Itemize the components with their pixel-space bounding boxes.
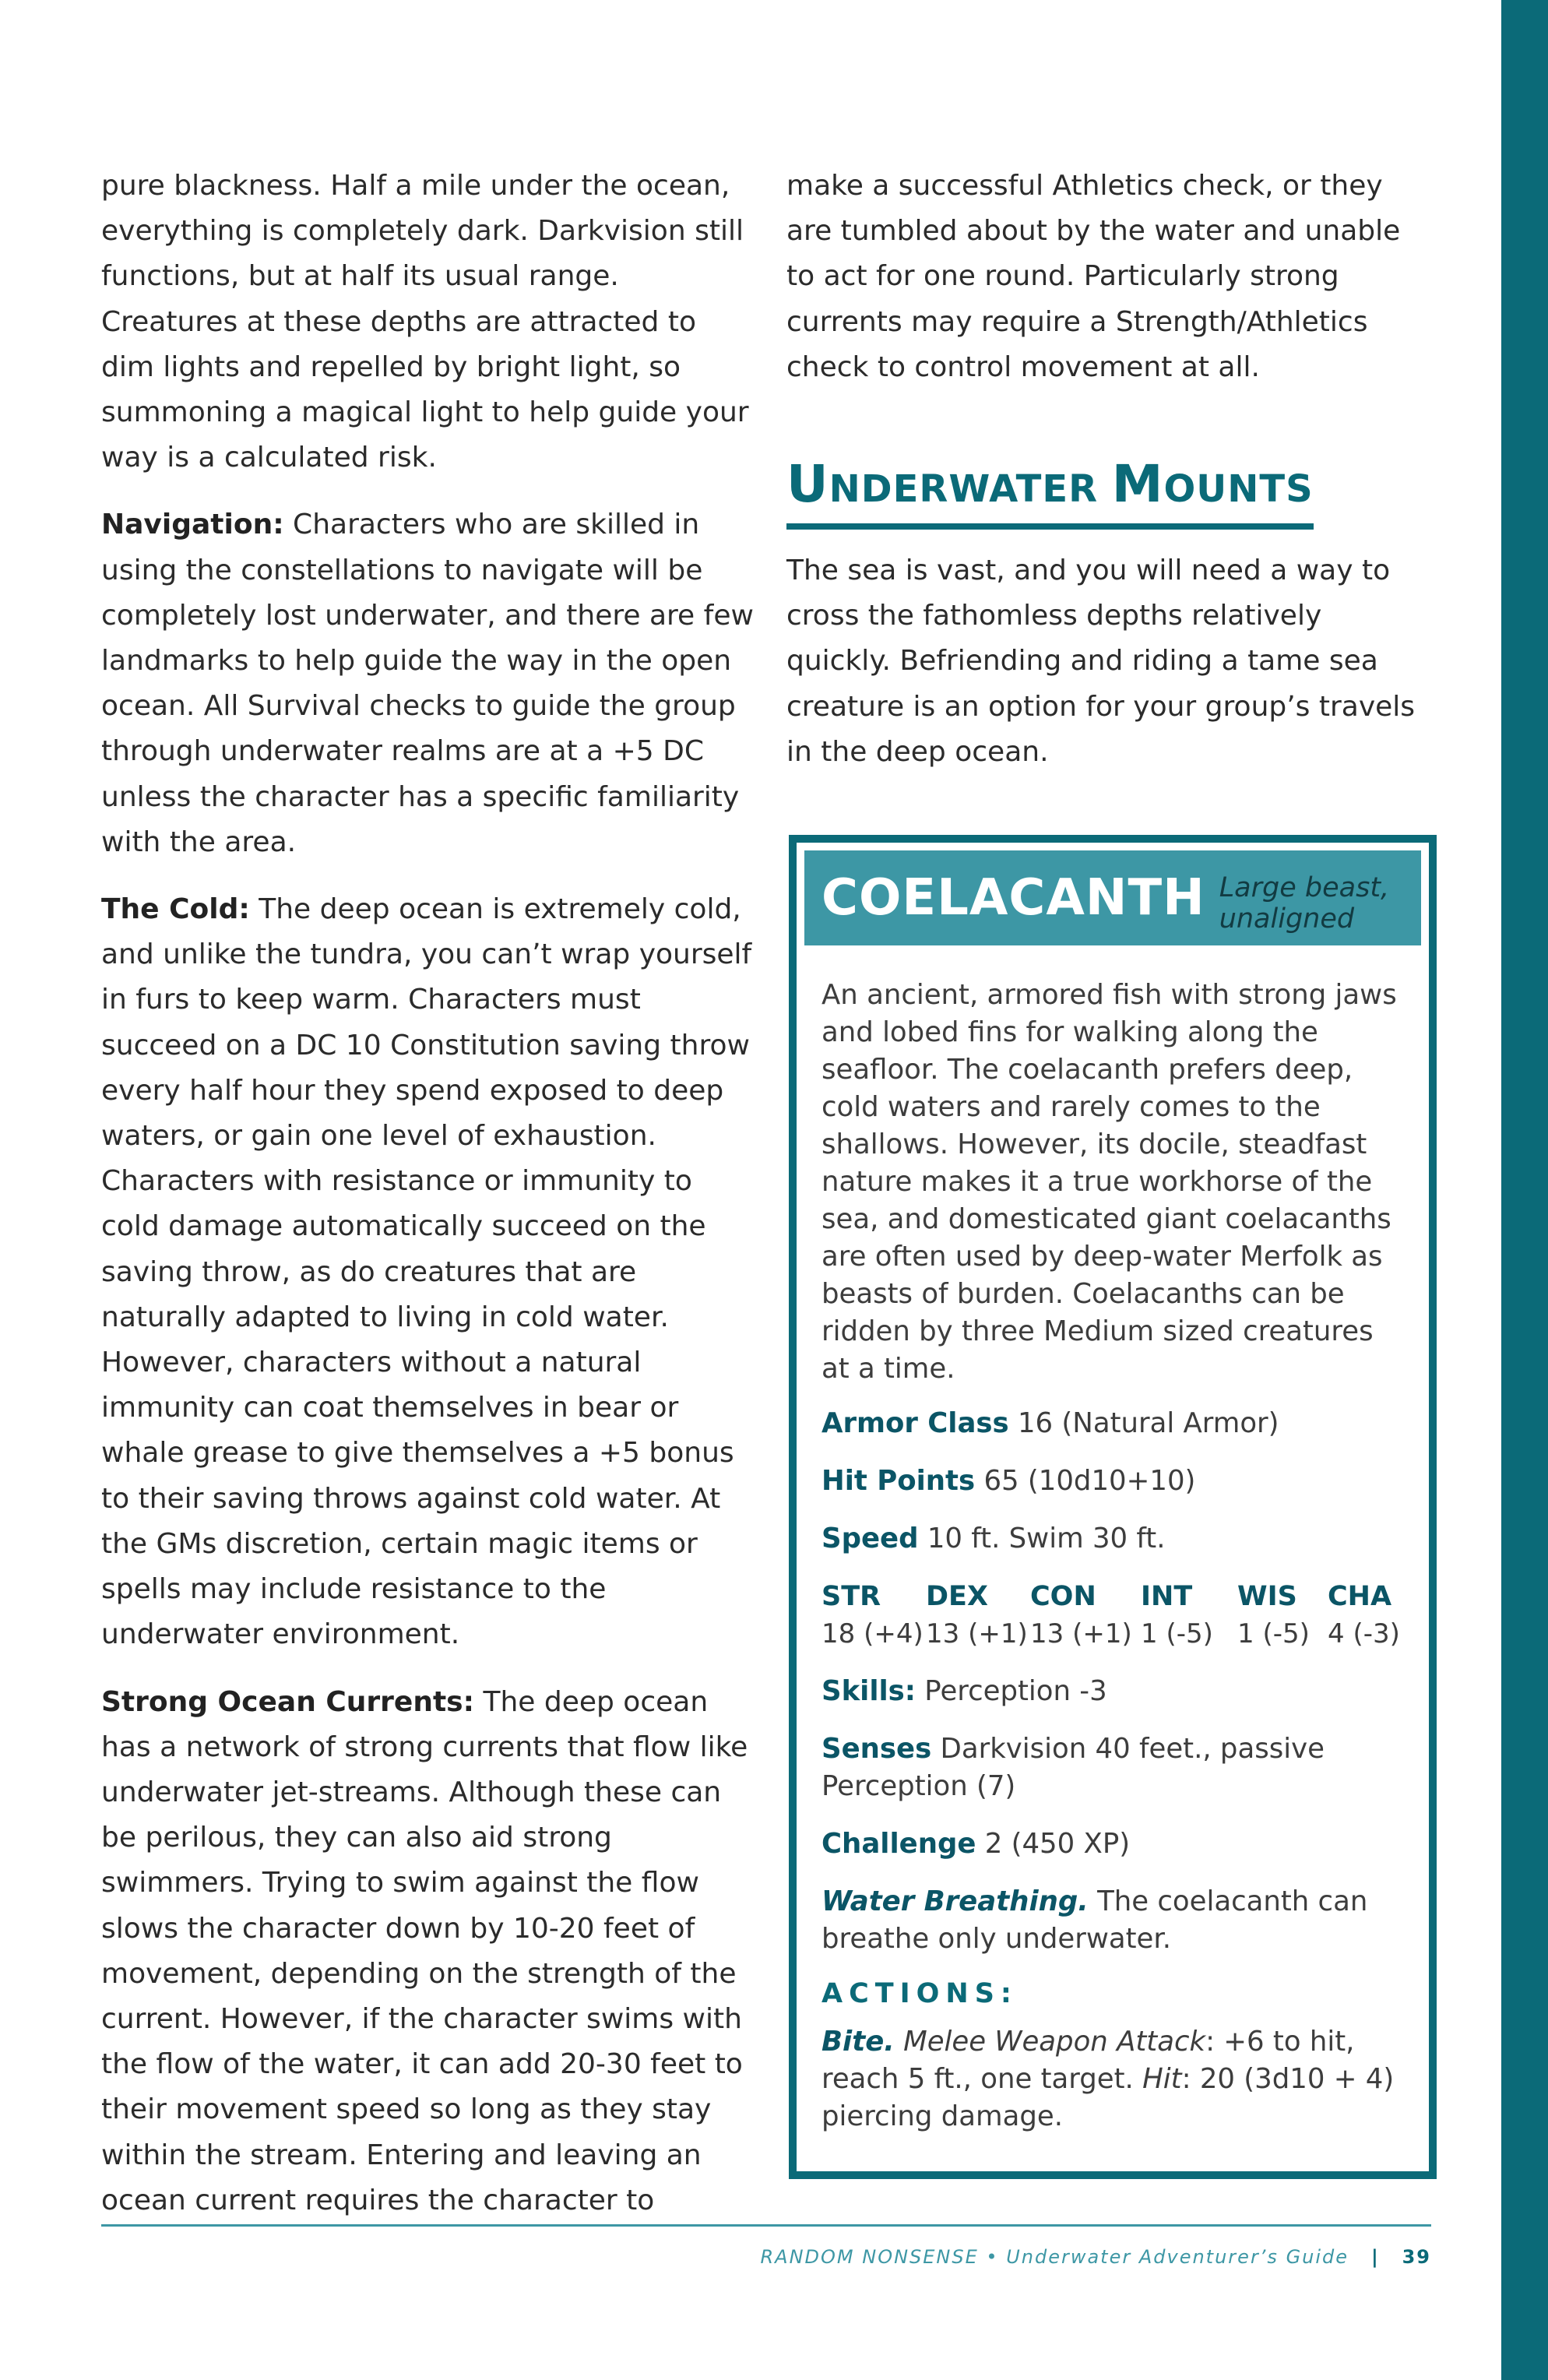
footer-book-title: RANDOM NONSENSE • Underwater Adventurer’s Guide: [760, 2246, 1349, 2268]
ability-con: CON 13 (+1): [1030, 1581, 1132, 1649]
creature-type: Large beast, unaligned: [1219, 872, 1390, 935]
creature-name: COELACANTH: [821, 869, 1205, 927]
stat-block-header: [804, 850, 1421, 945]
ability-scores: [821, 1578, 1406, 1653]
side-color-band: [1501, 0, 1548, 2380]
section-heading: UNDERWATER MOUNTS: [786, 454, 1314, 530]
footer-separator: |: [1370, 2246, 1380, 2268]
ability-cha: CHA 4 (-3): [1328, 1581, 1400, 1649]
speed: Speed 10 ft. Swim 30 ft.: [821, 1523, 1166, 1554]
action-bite: Bite. Melee Weapon Attack: +6 to hit, reach 5 ft., one target. Hit: 20 (3d10 + 4) piercing damage.: [821, 2026, 1395, 2132]
cold-text: The deep ocean is extremely cold, and unlike the tundra, you can’t wrap yourself in furs to keep warm. Characters must succeed on a DC 10 Constitution saving throw every half hour they spend exposed to deep waters, or gain one level of exhaustion. Characters with resistance or immunity to cold damage automatically succeed on the saving throw, as do creatures that are naturally adapted to living in cold water. However, characters without a natural immunity can coat themselves in bear or whale grease to give themselves a +5 bonus to their saving throws against cold water. At the GMs discretion, certain magic items or spells may include resistance to the underwater environment.: [101, 893, 752, 1651]
currents-continued-paragraph: make a successful Athletics check, or they are tumbled about by the water and unable to act for one round. Particularly strong currents may require a Strength/Athletics check to control movement at all.: [786, 170, 1401, 383]
navigation-text: Characters who are skilled in using the constellations to navigate will be completely lost underwater, and there are few landmarks to help guide the way in the open ocean. All Survival checks to guide the group through underwater realms are at a +5 DC unless the character has a specific familiarity with the area.: [101, 509, 754, 858]
currents-paragraph: [101, 1680, 755, 2223]
ability-dex: DEX 13 (+1): [926, 1581, 1028, 1649]
cold-paragraph: [101, 887, 755, 1657]
ability-wis: WIS 1 (-5): [1237, 1581, 1310, 1649]
page-number: 39: [1402, 2246, 1431, 2268]
left-column: [101, 164, 755, 2245]
stat-block: [789, 835, 1437, 2179]
navigation-paragraph: [101, 502, 755, 865]
darkness-paragraph: pure blackness. Half a mile under the ocean, everything is completely dark. Darkvision still functions, but at half its usual range. Creatures at these depths are attracted to dim lights and repelled by bright light, so summoning a magical light to help guide your way is a calculated risk.: [101, 170, 749, 474]
currents-label: Strong Ocean Currents:: [101, 1685, 475, 1718]
stat-block-body: [797, 953, 1429, 2135]
right-column: [786, 164, 1433, 797]
trait-water-breathing: Water Breathing. The coelacanth can breathe only underwater.: [821, 1885, 1368, 1955]
skills: Skills: Perception -3: [821, 1675, 1107, 1707]
actions-heading: ACTIONS:: [821, 1978, 1018, 2009]
creature-description: An ancient, armored fish with strong jaws and lobed fins for walking along the seafloor. The coelacanth prefers deep, cold waters and rarely comes to the shallows. However, its docile, steadfast nature makes it a true workhorse of the sea, and domesticated giant coelacanths are often used by deep-water Merfolk as beasts of burden. Coelacanths can be ridden by three Medium sized creatures at a time.: [821, 979, 1397, 1385]
footer-rule: [101, 2224, 1431, 2227]
mounts-paragraph: The sea is vast, and you will need a way to cross the fathomless depths relatively quickly. Befriending and riding a tame sea creature is an option for your group’s travels in the deep ocean.: [786, 555, 1416, 768]
challenge: Challenge 2 (450 XP): [821, 1828, 1131, 1860]
ability-int: INT 1 (-5): [1141, 1581, 1213, 1649]
hit-points: Hit Points 65 (10d10+10): [821, 1465, 1196, 1497]
ability-str: STR 18 (+4): [821, 1581, 924, 1649]
navigation-label: Navigation:: [101, 509, 284, 541]
armor-class: Armor Class 16 (Natural Armor): [821, 1407, 1279, 1439]
cold-label: The Cold:: [101, 893, 250, 926]
senses: Senses Darkvision 40 feet., passive Perception (7): [821, 1733, 1325, 1802]
page-footer: [760, 2246, 1431, 2268]
currents-text: The deep ocean has a network of strong currents that flow like underwater jet-streams. Although these can be perilous, they can also aid strong swimmers. Trying to swim against the flow slows the character down by 10-20 feet of movement, depending on the strength of the current. However, if the character swims with the flow of the water, it can add 20-30 feet to their movement speed so long as they stay within the stream. Entering and leaving an ocean current requires the character to: [101, 1685, 748, 2216]
